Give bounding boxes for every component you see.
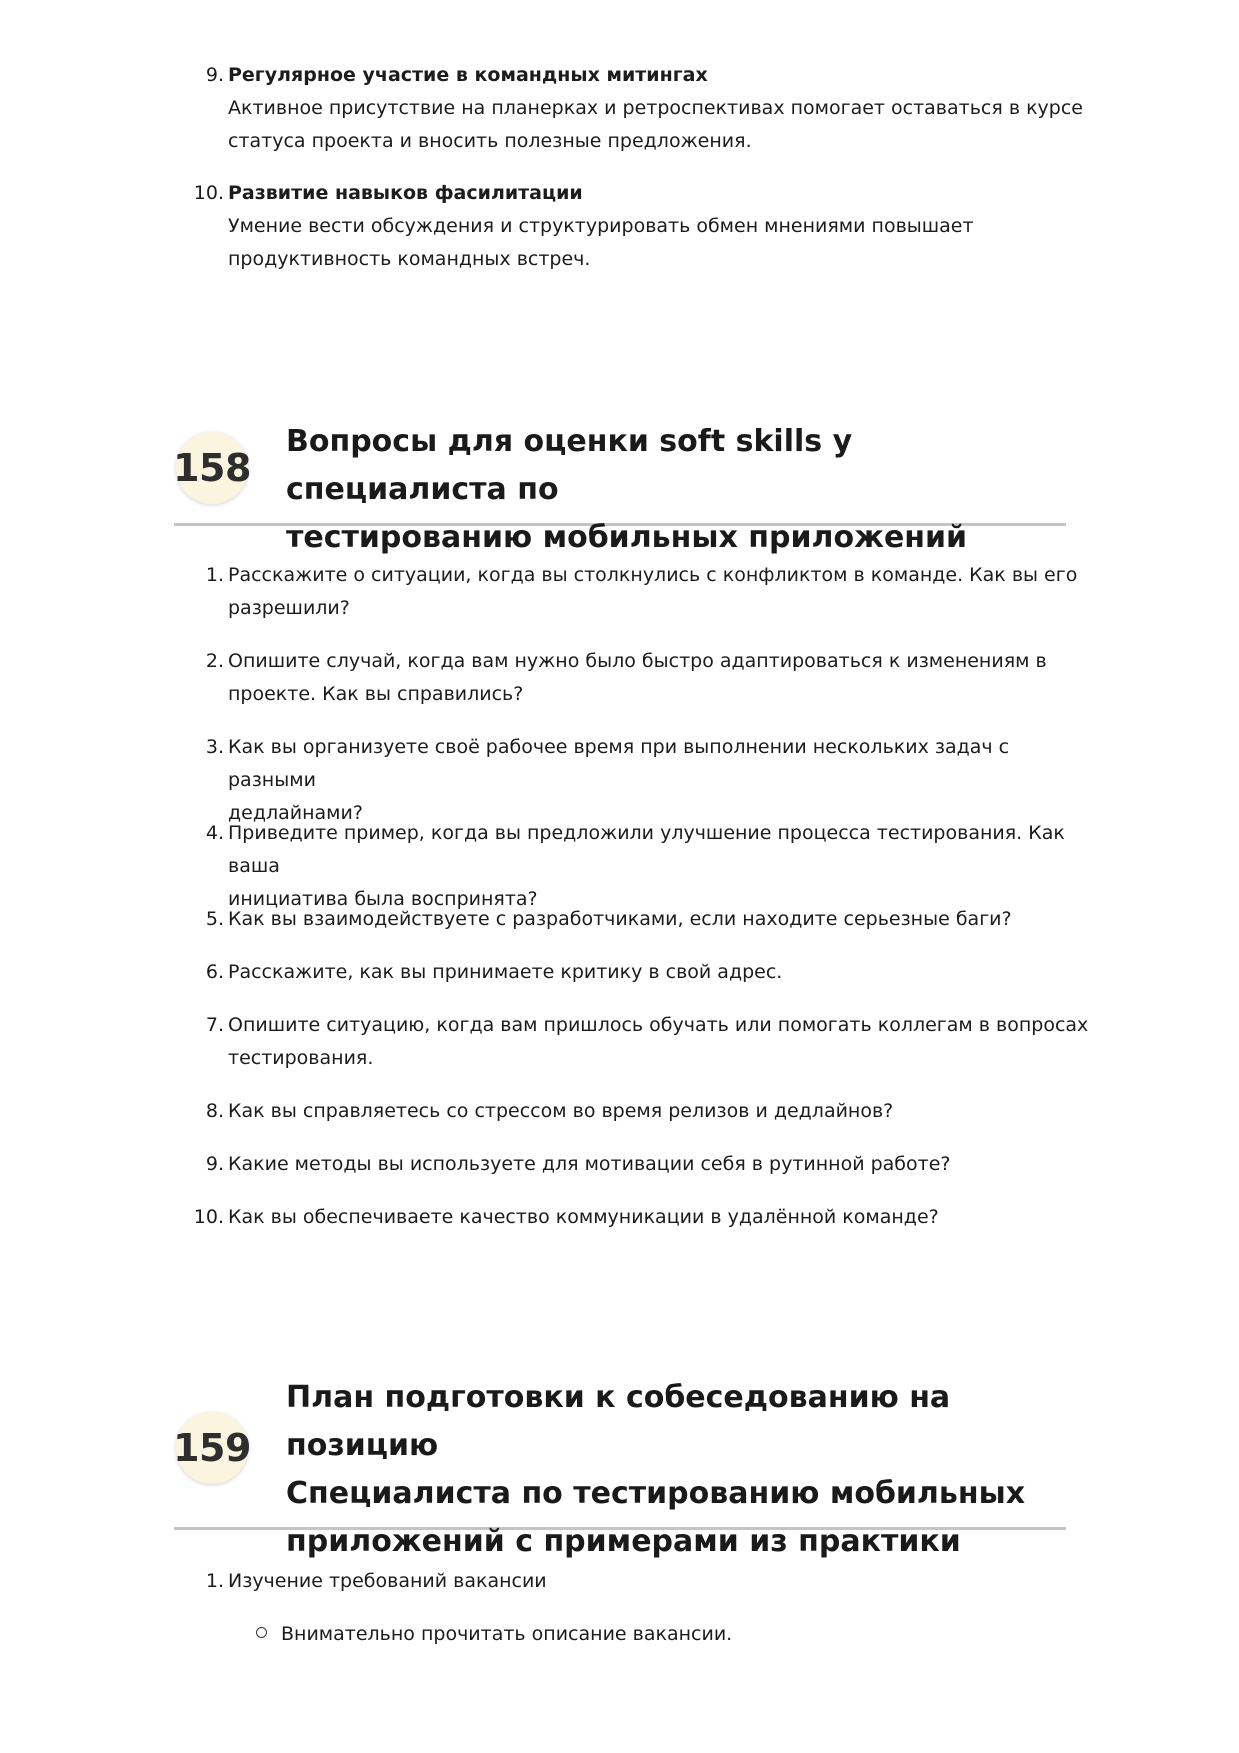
section-title-line: Вопросы для оценки soft skills у специалиста по bbox=[286, 424, 853, 507]
question-line: Как вы организуете своё рабочее время при выполнении нескольких задач с разными bbox=[228, 736, 1010, 791]
question-item bbox=[190, 903, 1090, 956]
section-title-line: тестированию мобильных приложений bbox=[286, 520, 968, 555]
section-number-badge: 158 bbox=[176, 432, 248, 504]
question-number: 6. bbox=[205, 961, 224, 983]
section-header-158 bbox=[173, 418, 1066, 555]
question-item bbox=[190, 1009, 1090, 1095]
question-line: Какие методы вы используете для мотивации себя в рутинной работе? bbox=[228, 1153, 951, 1175]
list-item-title: Регулярное участие в командных митингах bbox=[228, 64, 708, 86]
question-line: дедлайнами? bbox=[228, 802, 363, 824]
question-number: 2. bbox=[205, 650, 224, 672]
question-line: Приведите пример, когда вы предложили улучшение процесса тестирования. Как ваша bbox=[228, 822, 1065, 877]
question-item bbox=[190, 645, 1090, 731]
question-line: Как вы взаимодействуете с разработчиками, если находите серьезные баги? bbox=[228, 908, 1012, 930]
question-line: Как вы обеспечиваете качество коммуникации в удалённой команде? bbox=[228, 1206, 939, 1228]
question-number: 7. bbox=[205, 1014, 224, 1036]
question-number: 8. bbox=[205, 1100, 224, 1122]
list-item-number: 10. bbox=[193, 182, 224, 204]
section-header-159 bbox=[173, 1374, 1066, 1559]
section-title-line: приложений с примерами из практики bbox=[286, 1524, 961, 1559]
list-item-description-line: Умение вести обсуждения и структурировать обмен мнениями повышает bbox=[228, 215, 974, 237]
question-line: Расскажите, как вы принимаете критику в свой адрес. bbox=[228, 961, 783, 983]
question-line: Расскажите о ситуации, когда вы столкнулись с конфликтом в команде. Как вы его bbox=[228, 564, 1078, 586]
top-numbered-list bbox=[190, 59, 1090, 276]
question-item bbox=[190, 731, 1090, 824]
step-number: 1. bbox=[205, 1570, 224, 1592]
question-number: 10. bbox=[193, 1206, 224, 1228]
list-item-number: 9. bbox=[205, 64, 224, 86]
list-item-description-line: Активное присутствие на планерках и ретроспективах помогает оставаться в курсе bbox=[228, 97, 1083, 119]
list-item bbox=[190, 59, 1090, 177]
section-title bbox=[286, 1374, 1058, 1566]
question-line: Опишите ситуацию, когда вам пришлось обучать или помогать коллегам в вопросах bbox=[228, 1014, 1089, 1036]
step-item bbox=[190, 1565, 1090, 1598]
question-line: Опишите случай, когда вам нужно было быстро адаптироваться к изменениям в bbox=[228, 650, 1047, 672]
hollow-bullet-icon bbox=[256, 1627, 267, 1638]
substep-text: Внимательно прочитать описание вакансии. bbox=[281, 1623, 733, 1645]
question-number: 9. bbox=[205, 1153, 224, 1175]
question-number: 3. bbox=[205, 736, 224, 758]
question-number: 4. bbox=[205, 822, 224, 844]
substep-list bbox=[256, 1618, 732, 1651]
question-line: Как вы справляетесь со стрессом во время релизов и дедлайнов? bbox=[228, 1100, 894, 1122]
preparation-steps-list bbox=[190, 1565, 1090, 1598]
question-line: разрешили? bbox=[228, 597, 350, 619]
section-title-line: План подготовки к собеседованию на позицию bbox=[286, 1380, 951, 1463]
question-item bbox=[190, 817, 1090, 910]
question-item bbox=[190, 1201, 1090, 1234]
question-line: проекте. Как вы справились? bbox=[228, 683, 524, 705]
list-item bbox=[190, 177, 1090, 276]
question-item bbox=[190, 1095, 1090, 1148]
list-item-description-line: статуса проекта и вносить полезные предложения. bbox=[228, 130, 752, 152]
question-line: инициатива была воспринята? bbox=[228, 888, 538, 910]
list-item-description-line: продуктивность командных встреч. bbox=[228, 248, 591, 270]
list-item-title: Развитие навыков фасилитации bbox=[228, 182, 583, 204]
section-title-line: Специалиста по тестированию мобильных bbox=[286, 1476, 1026, 1511]
section-number-badge: 159 bbox=[176, 1412, 248, 1484]
section-title bbox=[286, 418, 1058, 562]
questions-list bbox=[190, 559, 1090, 1234]
question-number: 1. bbox=[205, 564, 224, 586]
step-label: Изучение требований вакансии bbox=[228, 1570, 547, 1592]
question-line: тестирования. bbox=[228, 1047, 374, 1069]
question-item bbox=[190, 559, 1090, 645]
question-item bbox=[190, 956, 1090, 1009]
substep-item bbox=[256, 1618, 732, 1651]
question-number: 5. bbox=[205, 908, 224, 930]
question-item bbox=[190, 1148, 1090, 1201]
